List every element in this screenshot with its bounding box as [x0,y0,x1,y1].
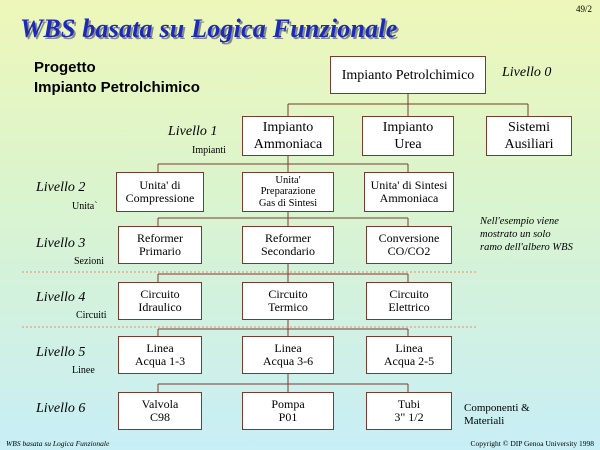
node-conversione: Conversione CO/CO2 [366,226,452,264]
level-5-label: Livello 5 [36,345,86,360]
components-note: Componenti & Materiali [464,402,530,427]
node-valvola-c98: Valvola C98 [118,392,202,430]
page-number: 49/2 [575,4,592,14]
node-linea-acqua-3-6: Linea Acqua 3-6 [242,336,334,374]
node-pompa-p01: Pompa P01 [242,392,334,430]
footer-copyright: Copyright © DIP Genoa University 1998 [470,439,594,448]
level-4-sublabel: Circuiti [76,310,107,321]
node-sistemi-ausiliari: Sistemi Ausiliari [486,116,572,156]
level-1-sublabel: Impianti [192,145,226,156]
level-3-label: Livello 3 [36,236,86,251]
slide-title: WBS basata su Logica Funzionale [20,14,398,43]
level-0-label: Livello 0 [502,65,552,80]
level-2-label: Livello 2 [36,180,86,195]
footer-title: WBS basata su Logica Funzionale [6,439,110,448]
node-reformer-secondario: Reformer Secondario [242,226,334,264]
node-impianto-petrolchimico: Impianto Petrolchimico [330,56,486,94]
level-4-label: Livello 4 [36,290,86,305]
example-note: Nell'esempio viene mostrato un solo ramo dell'albero WBS [480,216,573,253]
node-impianto-ammoniaca: Impianto Ammoniaca [242,116,334,156]
level-6-label: Livello 6 [36,401,86,416]
project-line-2: Impianto Petrolchimico [34,79,200,96]
level-1-label: Livello 1 [168,124,218,139]
node-circuito-idraulico: Circuito Idraulico [118,282,202,320]
node-circuito-elettrico: Circuito Elettrico [366,282,452,320]
level-5-sublabel: Linee [72,365,95,376]
node-linea-acqua-2-5: Linea Acqua 2-5 [366,336,452,374]
node-impianto-urea: Impianto Urea [362,116,454,156]
node-tubi: Tubi 3" 1/2 [366,392,452,430]
node-linea-acqua-1-3: Linea Acqua 1-3 [118,336,202,374]
level-3-sublabel: Sezioni [74,256,104,267]
node-unita-preparazione: Unita' Preparazione Gas di Sintesi [242,172,334,212]
node-circuito-termico: Circuito Termico [242,282,334,320]
node-reformer-primario: Reformer Primario [118,226,202,264]
project-line-1: Progetto [34,59,96,76]
node-unita-sintesi: Unita' di Sintesi Ammoniaca [364,172,454,212]
level-2-sublabel: Unita` [72,201,98,212]
node-unita-compressione: Unita' di Compressione [116,172,204,212]
